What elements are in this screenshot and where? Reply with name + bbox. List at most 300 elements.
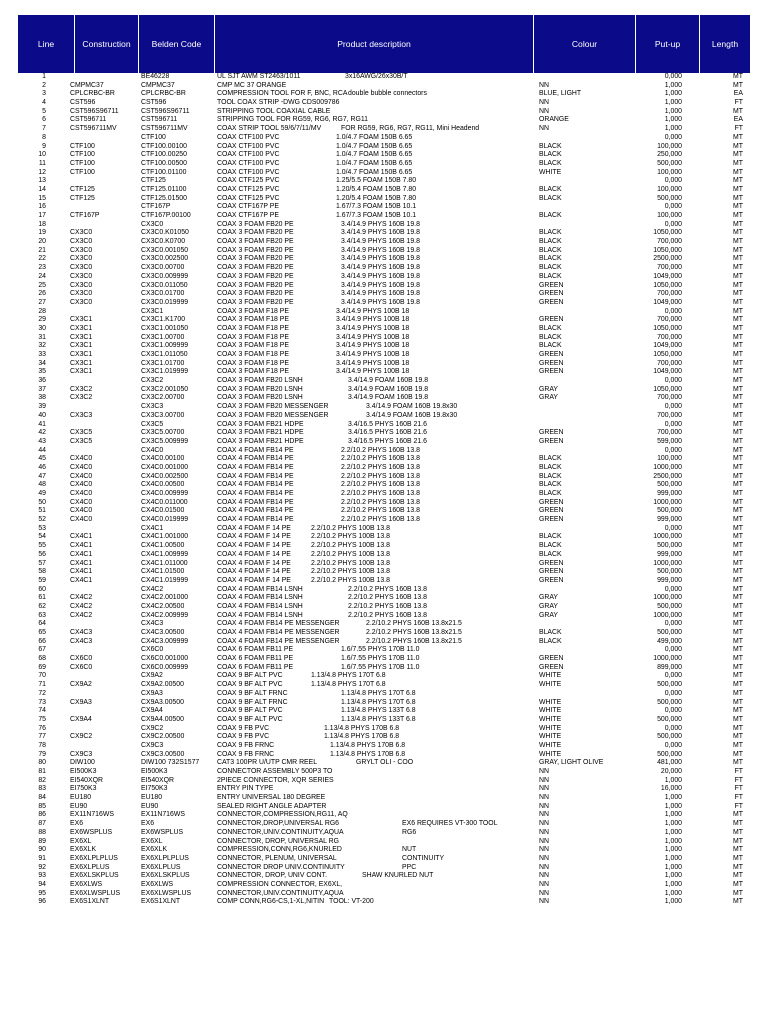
cell-description: COAX 4 FOAM F 14 PE bbox=[217, 550, 291, 558]
cell-construction: CX4C0 bbox=[70, 490, 93, 497]
cell-description: COAX 3 FOAM FB20 PE bbox=[217, 298, 294, 306]
cell-length-unit: MT bbox=[733, 559, 743, 567]
cell-colour: NN bbox=[539, 889, 549, 897]
cell-belden-code: CX4C0.001000 bbox=[141, 463, 189, 471]
cell-description: CAT3 100PR U/UTP CMR REEL bbox=[217, 759, 318, 767]
cell-length-unit: MT bbox=[733, 733, 743, 741]
table-row bbox=[0, 525, 768, 534]
cell-belden-code: EX6XLSKPLUS bbox=[141, 872, 190, 880]
cell-belden-code: CTF100 bbox=[141, 133, 166, 141]
cell-spec: 2.2/10.2 PHYS 160B 13.8 bbox=[341, 455, 420, 463]
cell-construction: CX4C0 bbox=[70, 507, 93, 515]
cell-spec: 3.4/16.5 PHYS 160B 21.6 bbox=[348, 429, 427, 437]
cell-description: COAX 9 BF ALT FRNC bbox=[217, 698, 288, 706]
cell-line: 73 bbox=[38, 698, 46, 706]
cell-description: COAX 4 FOAM FB14 PE MESSENGER bbox=[217, 620, 340, 628]
cell-construction: CX3C1 bbox=[70, 316, 93, 324]
cell-length-unit: MT bbox=[733, 490, 743, 497]
cell-length-unit: MT bbox=[733, 298, 743, 306]
cell-put-up: 1,000 bbox=[664, 107, 682, 115]
cell-length-unit: MT bbox=[733, 568, 743, 576]
cell-description: COAX CTF167P PE bbox=[217, 203, 279, 211]
cell-spec: 3.4/14.9 PHYS 160B 19.8 bbox=[341, 255, 420, 263]
cell-belden-code: CX3C0.01700 bbox=[141, 290, 185, 298]
cell-colour: BLACK bbox=[539, 490, 562, 497]
cell-spec: 3.4/14.9 PHYS 100B 18 bbox=[336, 307, 410, 315]
cell-line: 67 bbox=[38, 646, 46, 654]
cell-length-unit: MT bbox=[733, 550, 743, 558]
cell-spec: 2.2/10.2 PHYS 160B 13.8 bbox=[341, 463, 420, 471]
cell-line: 49 bbox=[38, 490, 46, 497]
cell-construction: EI540XQR bbox=[70, 776, 103, 784]
table-row bbox=[0, 342, 768, 351]
cell-belden-code: CX3C5.009999 bbox=[141, 437, 189, 445]
table-row bbox=[0, 169, 768, 178]
cell-belden-code: CTF125.01100 bbox=[141, 185, 187, 193]
cell-belden-code: EI540XQR bbox=[141, 776, 174, 784]
cell-length-unit: MT bbox=[733, 133, 743, 141]
cell-spec: 3.4/14.9 PHYS 100B 18 bbox=[336, 368, 410, 376]
cell-belden-code: CX3C0.001050 bbox=[141, 246, 189, 254]
cell-belden-code: CX3C1.00700 bbox=[141, 333, 185, 341]
table-row bbox=[0, 82, 768, 91]
cell-construction: CX4C3 bbox=[70, 637, 93, 645]
cell-construction: CMPMC37 bbox=[70, 81, 104, 89]
cell-line: 77 bbox=[38, 733, 46, 741]
cell-length-unit: MT bbox=[733, 220, 743, 228]
cell-spec: 2.2/10.2 PHYS 160B 13.8 bbox=[341, 481, 420, 489]
cell-line: 68 bbox=[38, 655, 46, 663]
cell-line: 63 bbox=[38, 611, 46, 619]
cell-description: CONNECTOR, DROP, UNIVERSAL RG bbox=[217, 837, 340, 845]
table-row bbox=[0, 282, 768, 291]
cell-spec: 1.20/5.4 FOAM 150B 7.80 bbox=[336, 194, 417, 202]
cell-spec: SHAW KNURLED NUT bbox=[362, 872, 434, 880]
table-row bbox=[0, 290, 768, 299]
cell-description: CMP MC 37 ORANGE bbox=[217, 81, 287, 89]
cell-spec: 1.0/4.7 FOAM 150B 6.65 bbox=[336, 159, 413, 167]
cell-line: 40 bbox=[38, 411, 46, 419]
cell-description: COAX 3 FOAM FB20 PE bbox=[217, 255, 294, 263]
cell-length-unit: MT bbox=[733, 351, 743, 358]
cell-line: 94 bbox=[38, 880, 46, 888]
header-product-description: Product description bbox=[337, 39, 411, 49]
cell-description: COAX 3 FOAM FB20 PE bbox=[217, 264, 294, 272]
cell-construction: CTF100 bbox=[70, 151, 95, 159]
cell-spec: 3.4/14.9 FOAM 160B 19.8 bbox=[348, 377, 429, 385]
cell-line: 89 bbox=[38, 837, 46, 845]
cell-length-unit: MT bbox=[733, 533, 743, 541]
cell-line: 55 bbox=[38, 542, 46, 550]
cell-length-unit: MT bbox=[733, 681, 743, 689]
cell-length-unit: FT bbox=[734, 776, 743, 784]
cell-put-up: 2500,000 bbox=[653, 472, 682, 480]
table-row bbox=[0, 438, 768, 447]
cell-description: COAX 6 FOAM FB11 PE bbox=[217, 655, 294, 663]
cell-length-unit: EA bbox=[733, 116, 743, 124]
cell-colour: BLACK bbox=[539, 238, 562, 246]
cell-description: COAX 4 FOAM FB14 LSNH bbox=[217, 611, 303, 619]
cell-belden-code: CX3C0.011050 bbox=[141, 281, 188, 289]
cell-colour: BLACK bbox=[539, 212, 562, 219]
cell-length-unit: MT bbox=[733, 637, 743, 645]
cell-belden-code: CX3C1 bbox=[141, 307, 164, 315]
cell-belden-code: EX6XLWS bbox=[141, 880, 174, 888]
cell-line: 93 bbox=[38, 872, 46, 880]
cell-description: COMPRESSION CONNECTOR, EX6XL, bbox=[217, 880, 343, 888]
cell-length-unit: MT bbox=[733, 863, 743, 871]
cell-put-up: 1,000 bbox=[664, 872, 682, 880]
cell-line: 37 bbox=[38, 385, 46, 393]
table-row bbox=[0, 394, 768, 403]
cell-description: COAX 3 FOAM FB20 PE bbox=[217, 246, 294, 254]
cell-belden-code: CX4C1.011000 bbox=[141, 559, 188, 567]
cell-construction: CX4C2 bbox=[70, 602, 93, 610]
cell-put-up: 0,000 bbox=[664, 741, 682, 749]
cell-colour: NN bbox=[539, 776, 549, 784]
cell-construction: CX3C1 bbox=[70, 333, 93, 341]
cell-spec: 3x16AWG/26x30B/T bbox=[345, 73, 408, 80]
cell-construction: CX3C0 bbox=[70, 290, 93, 298]
cell-description: COAX 4 FOAM FB14 PE bbox=[217, 446, 294, 454]
cell-spec: 2.2/10.2 PHYS 160B 13.8x21.5 bbox=[366, 629, 462, 636]
cell-line: 48 bbox=[38, 481, 46, 489]
cell-line: 5 bbox=[42, 107, 46, 115]
cell-belden-code: CX9A3.00500 bbox=[141, 698, 184, 706]
cell-construction: CST596S96711 bbox=[70, 107, 119, 115]
cell-spec: 1.67/7.3 FOAM 150B 10.1 bbox=[336, 203, 417, 211]
cell-put-up: 1,000 bbox=[664, 802, 682, 810]
header-colour: Colour bbox=[571, 39, 598, 49]
cell-belden-code: CX4C3 bbox=[141, 620, 164, 628]
cell-colour: BLACK bbox=[539, 342, 562, 350]
table-row bbox=[0, 247, 768, 256]
cell-belden-code: CPLCRBC-BR bbox=[141, 90, 186, 98]
cell-length-unit: MT bbox=[733, 872, 743, 880]
cell-belden-code: CX4C0.00100 bbox=[141, 455, 185, 463]
cell-construction: DIW100 bbox=[70, 759, 95, 767]
cell-description: COAX 4 FOAM FB14 PE bbox=[217, 516, 294, 524]
cell-spec: 2.2/10.2 PHYS 160B 13.8 bbox=[341, 446, 420, 454]
cell-colour: BLACK bbox=[539, 550, 562, 558]
cell-put-up: 700,000 bbox=[657, 411, 682, 419]
cell-colour: GREEN bbox=[539, 368, 564, 376]
cell-spec: 3.4/14.9 PHYS 100B 18 bbox=[336, 342, 410, 350]
cell-spec: 1.6/7.55 PHYS 170B 11.0 bbox=[341, 646, 420, 654]
table-row bbox=[0, 377, 768, 386]
cell-length-unit: MT bbox=[733, 411, 743, 419]
cell-line: 22 bbox=[38, 255, 46, 263]
cell-belden-code: CTF167P.00100 bbox=[141, 212, 191, 219]
cell-put-up: 0,000 bbox=[664, 646, 682, 654]
cell-spec: 1.20/5.4 FOAM 150B 7.80 bbox=[336, 185, 417, 193]
cell-description: COAX 3 FOAM FB20 PE bbox=[217, 290, 294, 298]
table-row bbox=[0, 108, 768, 117]
cell-put-up: 1000,000 bbox=[653, 498, 682, 506]
table-row bbox=[0, 838, 768, 847]
cell-length-unit: MT bbox=[733, 481, 743, 489]
cell-line: 7 bbox=[42, 125, 46, 133]
cell-put-up: 1,000 bbox=[664, 846, 682, 854]
table-row bbox=[0, 699, 768, 708]
cell-colour: GREEN bbox=[539, 351, 564, 358]
cell-put-up: 1000,000 bbox=[653, 655, 682, 663]
cell-put-up: 1049,000 bbox=[653, 272, 682, 280]
table-row bbox=[0, 151, 768, 160]
cell-put-up: 1,000 bbox=[664, 116, 682, 124]
table-row bbox=[0, 855, 768, 864]
cell-line: 33 bbox=[38, 351, 46, 358]
cell-length-unit: MT bbox=[733, 646, 743, 654]
table-row bbox=[0, 99, 768, 108]
cell-description: COAX 4 FOAM F 14 PE bbox=[217, 533, 291, 541]
cell-line: 3 bbox=[42, 90, 46, 98]
cell-line: 31 bbox=[38, 333, 46, 341]
cell-belden-code: CX4C1.009999 bbox=[141, 550, 189, 558]
cell-construction: EI500K3 bbox=[70, 768, 97, 775]
cell-spec: 1.25/5.5 FOAM 150B 7.80 bbox=[336, 177, 417, 185]
cell-colour: NN bbox=[539, 99, 549, 107]
cell-spec: 2.2/10.2 PHYS 160B 13.8 bbox=[341, 490, 420, 497]
cell-construction: CST596711MV bbox=[70, 125, 117, 133]
cell-spec: 2.2/10.2 PHYS 160B 13.8x21.5 bbox=[366, 620, 462, 628]
cell-colour: BLACK bbox=[539, 333, 562, 341]
cell-length-unit: MT bbox=[733, 759, 743, 767]
cell-colour: BLACK bbox=[539, 533, 562, 541]
cell-length-unit: MT bbox=[733, 81, 743, 89]
cell-description: COAX 3 FOAM FB20 LSNH bbox=[217, 394, 303, 402]
cell-construction: CX3C0 bbox=[70, 238, 93, 246]
cell-length-unit: MT bbox=[733, 889, 743, 897]
cell-put-up: 0,000 bbox=[664, 585, 682, 593]
cell-colour: NN bbox=[539, 846, 549, 854]
cell-construction: CX4C0 bbox=[70, 481, 93, 489]
cell-belden-code: CX4C0.019999 bbox=[141, 516, 189, 524]
cell-line: 39 bbox=[38, 403, 46, 411]
cell-put-up: 500,000 bbox=[657, 542, 682, 550]
cell-length-unit: MT bbox=[733, 246, 743, 254]
cell-description: CONNECTOR DROP UNIV.CONTINUITY bbox=[217, 863, 345, 871]
cell-spec: 3.4/14.9 PHYS 100B 18 bbox=[336, 324, 410, 332]
cell-spec: 1.13/4.8 PHYS 170T 6.8 bbox=[311, 681, 386, 689]
cell-construction: CX3C0 bbox=[70, 229, 93, 237]
table-row bbox=[0, 725, 768, 734]
cell-put-up: 500,000 bbox=[657, 715, 682, 723]
table-row bbox=[0, 898, 768, 907]
cell-length-unit: MT bbox=[733, 324, 743, 332]
cell-spec: 2.2/10.2 PHYS 100B 13.8 bbox=[311, 533, 390, 541]
cell-spec: 3.4/14.9 FOAM 160B 19.8 bbox=[348, 394, 429, 402]
cell-spec: 3.4/14.9 PHYS 160B 19.8 bbox=[341, 272, 420, 280]
cell-line: 83 bbox=[38, 785, 46, 793]
cell-construction: CX9C2 bbox=[70, 733, 93, 741]
cell-spec: 2.2/10.2 PHYS 160B 13.8 bbox=[348, 611, 427, 619]
cell-line: 28 bbox=[38, 307, 46, 315]
cell-line: 24 bbox=[38, 272, 46, 280]
cell-construction: CX3C1 bbox=[70, 359, 93, 367]
cell-length-unit: MT bbox=[733, 837, 743, 845]
cell-line: 58 bbox=[38, 568, 46, 576]
table-row bbox=[0, 177, 768, 186]
table-row bbox=[0, 464, 768, 473]
cell-construction: EX6 bbox=[70, 820, 84, 828]
cell-line: 8 bbox=[42, 133, 46, 141]
table-row bbox=[0, 733, 768, 742]
table-row bbox=[0, 273, 768, 282]
cell-length-unit: MT bbox=[733, 316, 743, 324]
table-row bbox=[0, 386, 768, 395]
cell-colour: GREEN bbox=[539, 663, 564, 671]
table-row bbox=[0, 864, 768, 873]
cell-length-unit: FT bbox=[734, 785, 743, 793]
cell-description: SEALED RIGHT ANGLE ADAPTER bbox=[217, 802, 327, 810]
cell-spec: 3.4/16.5 PHYS 160B 21.6 bbox=[348, 437, 427, 445]
cell-put-up: 500,000 bbox=[657, 568, 682, 576]
cell-construction: CX4C0 bbox=[70, 498, 93, 506]
cell-line: 9 bbox=[42, 142, 46, 150]
cell-line: 86 bbox=[38, 811, 46, 819]
table-row bbox=[0, 195, 768, 204]
table-row bbox=[0, 655, 768, 664]
cell-length-unit: MT bbox=[733, 507, 743, 515]
table-row bbox=[0, 125, 768, 134]
cell-line: 65 bbox=[38, 629, 46, 636]
table-row bbox=[0, 542, 768, 551]
cell-belden-code: CX3C1.011050 bbox=[141, 351, 188, 358]
cell-put-up: 100,000 bbox=[657, 455, 682, 463]
cell-length-unit: MT bbox=[733, 585, 743, 593]
cell-length-unit: MT bbox=[733, 333, 743, 341]
cell-belden-code: CX6C0.009999 bbox=[141, 663, 189, 671]
cell-line: 52 bbox=[38, 516, 46, 524]
cell-description: CONNECTOR,UNIV.CONTINUITY,AQUA bbox=[217, 889, 344, 897]
cell-description: COAX 9 FB FRNC bbox=[217, 750, 275, 758]
cell-put-up: 1,000 bbox=[664, 90, 682, 98]
cell-put-up: 1,000 bbox=[664, 794, 682, 802]
cell-length-unit: MT bbox=[733, 264, 743, 272]
cell-put-up: 1049,000 bbox=[653, 342, 682, 350]
table-row bbox=[0, 308, 768, 317]
cell-put-up: 700,000 bbox=[657, 290, 682, 298]
cell-length-unit: EA bbox=[733, 90, 743, 98]
header-length: Length bbox=[711, 39, 739, 49]
cell-put-up: 700,000 bbox=[657, 264, 682, 272]
cell-put-up: 1,000 bbox=[664, 820, 682, 828]
cell-put-up: 599,000 bbox=[657, 437, 682, 445]
cell-put-up: 100,000 bbox=[657, 168, 682, 176]
cell-construction: EI750K3 bbox=[70, 785, 97, 793]
cell-belden-code: CX3C3 bbox=[141, 403, 164, 411]
cell-spec: 3.4/14.9 FOAM 160B 19.8 bbox=[348, 385, 429, 393]
cell-put-up: 100,000 bbox=[657, 142, 682, 150]
cell-line: 15 bbox=[38, 194, 46, 202]
cell-length-unit: MT bbox=[733, 238, 743, 246]
cell-put-up: 999,000 bbox=[657, 490, 682, 497]
cell-put-up: 500,000 bbox=[657, 733, 682, 741]
table-row bbox=[0, 646, 768, 655]
cell-description: COAX 9 FB PVC bbox=[217, 733, 270, 741]
cell-put-up: 1050,000 bbox=[653, 246, 682, 254]
cell-put-up: 500,000 bbox=[657, 681, 682, 689]
cell-length-unit: MT bbox=[733, 403, 743, 411]
cell-colour: BLACK bbox=[539, 264, 562, 272]
cell-description: COAX 4 FOAM FB14 PE MESSENGER bbox=[217, 637, 340, 645]
cell-length-unit: MT bbox=[733, 359, 743, 367]
cell-put-up: 499,000 bbox=[657, 637, 682, 645]
cell-put-up: 100,000 bbox=[657, 212, 682, 219]
cell-belden-code: CX4C2.009999 bbox=[141, 611, 189, 619]
cell-description: COAX 9 BF ALT FRNC bbox=[217, 689, 288, 697]
cell-description: COAX 3 FOAM FB20 LSNH bbox=[217, 385, 303, 393]
cell-put-up: 0,000 bbox=[664, 672, 682, 680]
cell-length-unit: MT bbox=[733, 524, 743, 532]
cell-description: COMPRESSION TOOL FOR F, BNC, RCA bbox=[217, 90, 348, 98]
table-row bbox=[0, 490, 768, 499]
cell-construction: CTF100 bbox=[70, 159, 95, 167]
table-row bbox=[0, 820, 768, 829]
cell-description: COAX 9 BF ALT PVC bbox=[217, 707, 283, 715]
cell-construction: CX3C5 bbox=[70, 429, 93, 437]
cell-length-unit: MT bbox=[733, 446, 743, 454]
table-row bbox=[0, 203, 768, 212]
cell-belden-code: CX3C0.K0700 bbox=[141, 238, 186, 246]
cell-spec: 2.2/10.2 PHYS 100B 13.8 bbox=[311, 542, 390, 550]
table-row bbox=[0, 742, 768, 751]
cell-belden-code: CX3C1.009999 bbox=[141, 342, 189, 350]
cell-length-unit: FT bbox=[734, 99, 743, 107]
cell-put-up: 1000,000 bbox=[653, 463, 682, 471]
cell-put-up: 0,000 bbox=[664, 420, 682, 428]
product-table-body bbox=[0, 73, 768, 907]
cell-description: UL SJT AWM ST2463/1011 bbox=[217, 73, 301, 80]
cell-colour: NN bbox=[539, 828, 549, 836]
table-row bbox=[0, 516, 768, 525]
cell-belden-code: CX3C0.002500 bbox=[141, 255, 189, 263]
table-row bbox=[0, 90, 768, 99]
cell-belden-code: CX4C0.009999 bbox=[141, 490, 189, 497]
cell-description: COAX CTF125 PVC bbox=[217, 177, 280, 185]
cell-belden-code: EX6S1XLNT bbox=[141, 898, 181, 906]
cell-colour: BLACK bbox=[539, 637, 562, 645]
cell-description: COAX 3 FOAM FB20 LSNH bbox=[217, 377, 303, 385]
cell-put-up: 100,000 bbox=[657, 185, 682, 193]
cell-description: COAX 4 FOAM FB14 PE bbox=[217, 481, 294, 489]
cell-line: 62 bbox=[38, 602, 46, 610]
cell-line: 53 bbox=[38, 524, 46, 532]
cell-belden-code: CX4C0.00500 bbox=[141, 481, 185, 489]
cell-construction: CX4C0 bbox=[70, 472, 93, 480]
cell-spec: 3.4/14.9 PHYS 100B 18 bbox=[336, 333, 410, 341]
cell-construction: CX6C0 bbox=[70, 655, 93, 663]
cell-length-unit: MT bbox=[733, 498, 743, 506]
cell-colour: NN bbox=[539, 794, 549, 802]
cell-colour: BLACK bbox=[539, 255, 562, 263]
cell-belden-code: EX6XLWSPLUS bbox=[141, 889, 192, 897]
cell-line: 91 bbox=[38, 854, 46, 862]
cell-spec: 3.4/14.9 PHYS 100B 18 bbox=[336, 351, 410, 358]
cell-spec: 3.4/14.9 PHYS 160B 19.8 bbox=[341, 281, 420, 289]
cell-put-up: 1049,000 bbox=[653, 368, 682, 376]
cell-colour: BLACK bbox=[539, 151, 562, 159]
table-row bbox=[0, 351, 768, 360]
cell-belden-code: CX4C0.011000 bbox=[141, 498, 188, 506]
cell-length-unit: MT bbox=[733, 229, 743, 237]
cell-construction: CST596 bbox=[70, 99, 96, 107]
cell-length-unit: MT bbox=[733, 576, 743, 584]
cell-length-unit: MT bbox=[733, 342, 743, 350]
cell-colour: GREEN bbox=[539, 516, 564, 524]
cell-construction: EX6WSPLUS bbox=[70, 828, 113, 836]
